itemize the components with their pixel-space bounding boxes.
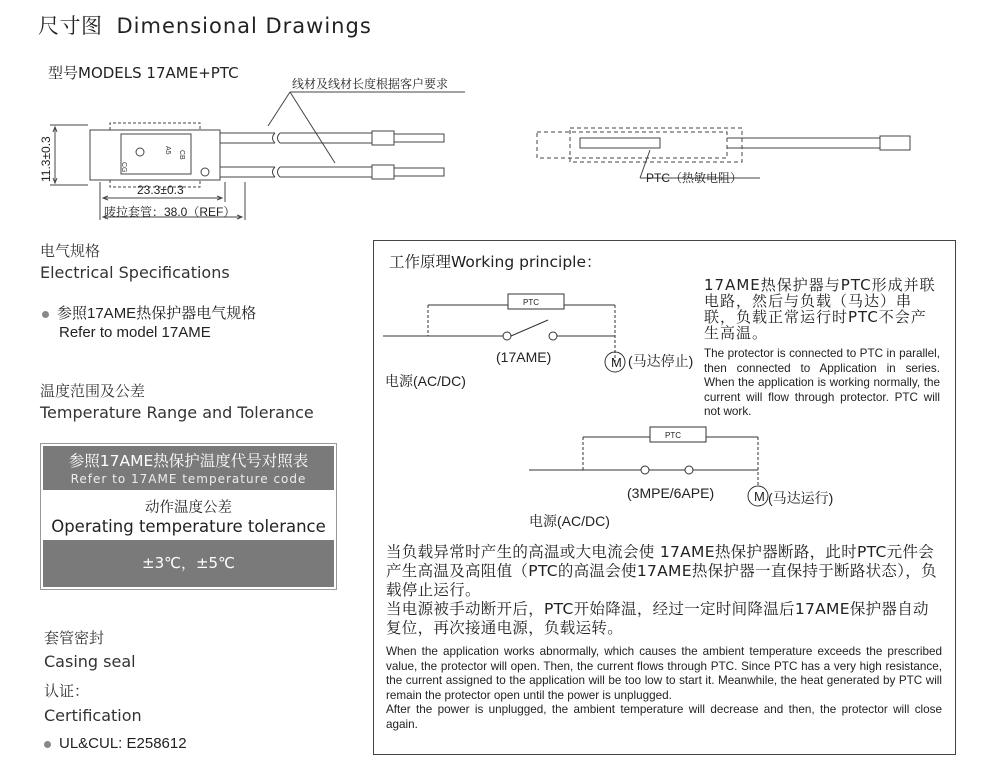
bullet-dot [44, 741, 51, 748]
desc-en-1: The protector is connected to PTC in parallel, then connected to Application in series. When the application is working normally, the current will flow through protector. PTC will not work. [704, 347, 940, 419]
desc-en-2 [386, 645, 942, 732]
mark-cb: CB [178, 150, 185, 160]
page-title-cn: 尺寸图 [38, 14, 103, 38]
electrical-bullet-cn: 参照17AME热保护器电气规格 [57, 305, 257, 322]
wire-note: 线材及线材长度根据客户要求 [292, 77, 449, 91]
motor-label-2: (马达运行) [768, 490, 834, 506]
tolerance-value: ±3℃，±5℃ [43, 540, 334, 587]
temperature-table [40, 443, 337, 590]
mark-cg: CG [120, 162, 127, 173]
desc-en-2a: When the application works abnormally, which causes the ambient temperature exceeds the prescribed value, the protector will open. Then, the current flows through PTC. Since PTC has a very high resistance, the current assigned to the application will be too low to start it. Meanwhile, the heat generated by PTC will remain the protector open until the power is unplugged. [386, 645, 942, 702]
tolerance-label-en: Operating temperature tolerance [51, 517, 326, 536]
certification-title-cn: 认证： [44, 682, 90, 700]
motor-letter-2: M [754, 489, 765, 504]
tolerance-label [43, 496, 334, 541]
certification-title-en: Certification [44, 706, 142, 725]
certification-bullet [44, 735, 187, 752]
temperature-title-en: Temperature Range and Tolerance [40, 403, 314, 422]
switch-label-1: (17AME) [496, 349, 552, 365]
working-principle-title: 工作原理Working principle： [389, 253, 602, 271]
electrical-bullet [42, 302, 256, 323]
switch-label-2: (3MPE/6APE) [627, 485, 715, 501]
ptc-label: PTC（热敏电阻） [646, 171, 743, 185]
source-label-1: 电源(AC/DC) [385, 373, 466, 389]
electrical-title-en: Electrical Specifications [40, 263, 230, 282]
desc-en-2b: After the power is unplugged, the ambient temperature will decrease and then, the protector will close again. [386, 703, 942, 731]
certification-number: UL&CUL: E258612 [59, 735, 187, 752]
desc-cn-2 [386, 543, 942, 638]
motor-label-1: (马达停止) [628, 353, 694, 369]
table-head-en: Refer to 17AME temperature code [70, 472, 307, 486]
height-dimension: 11.3±0.3 [39, 136, 53, 182]
electrical-title-cn: 电气规格 [40, 242, 101, 260]
bullet-dot [42, 311, 49, 318]
desc-cn-2b: 当电源被手动断开后，PTC开始降温，经过一定时间降温后17AME保护器自动复位，再次接通电源，负载运转。 [386, 600, 929, 637]
mark-a5: A5 [164, 146, 171, 155]
model-label: 型号MODELS 17AME+PTC [48, 64, 239, 82]
circuit-diagrams [373, 280, 765, 540]
ptc-symbol-label-2: PTC [665, 431, 681, 440]
ptc-assembly-outline [537, 132, 727, 158]
temperature-title-cn: 温度范围及公差 [40, 382, 146, 400]
casing-title-cn: 套管密封 [44, 629, 105, 647]
electrical-bullet-en: Refer to model 17AME [59, 324, 211, 341]
table-head-cn: 参照17AME热保护温度代号对照表 [68, 452, 309, 470]
desc-cn-2a: 当负载异常时产生的高温或大电流会使 17AME热保护器断路，此时PTC元件会产生高温及高阻值（PTC的高温会使17AME热保护器一直保持于断路状态），负载停止运行。 [386, 543, 937, 599]
page-title-en: Dimensional Drawings [116, 14, 372, 38]
tolerance-label-cn: 动作温度公差 [145, 500, 232, 516]
temperature-table-header [43, 446, 334, 490]
protector-body-outline [90, 130, 220, 180]
width-dimension: 23.3±0.3 [137, 183, 184, 197]
source-label-2: 电源(AC/DC) [529, 513, 610, 529]
motor-letter-1: M [611, 355, 622, 370]
casing-title-en: Casing seal [44, 652, 136, 671]
sleeve-dimension: 唛拉套管：38.0（REF） [104, 205, 236, 219]
page-title [38, 10, 372, 40]
desc-cn-1: 17AME热保护器与PTC形成并联电路，然后与负载（马达）串联，负载正常运行时PTC不会产生高温。 [704, 276, 936, 342]
ptc-symbol-label-1: PTC [523, 298, 539, 307]
dimensional-drawing [0, 70, 960, 230]
